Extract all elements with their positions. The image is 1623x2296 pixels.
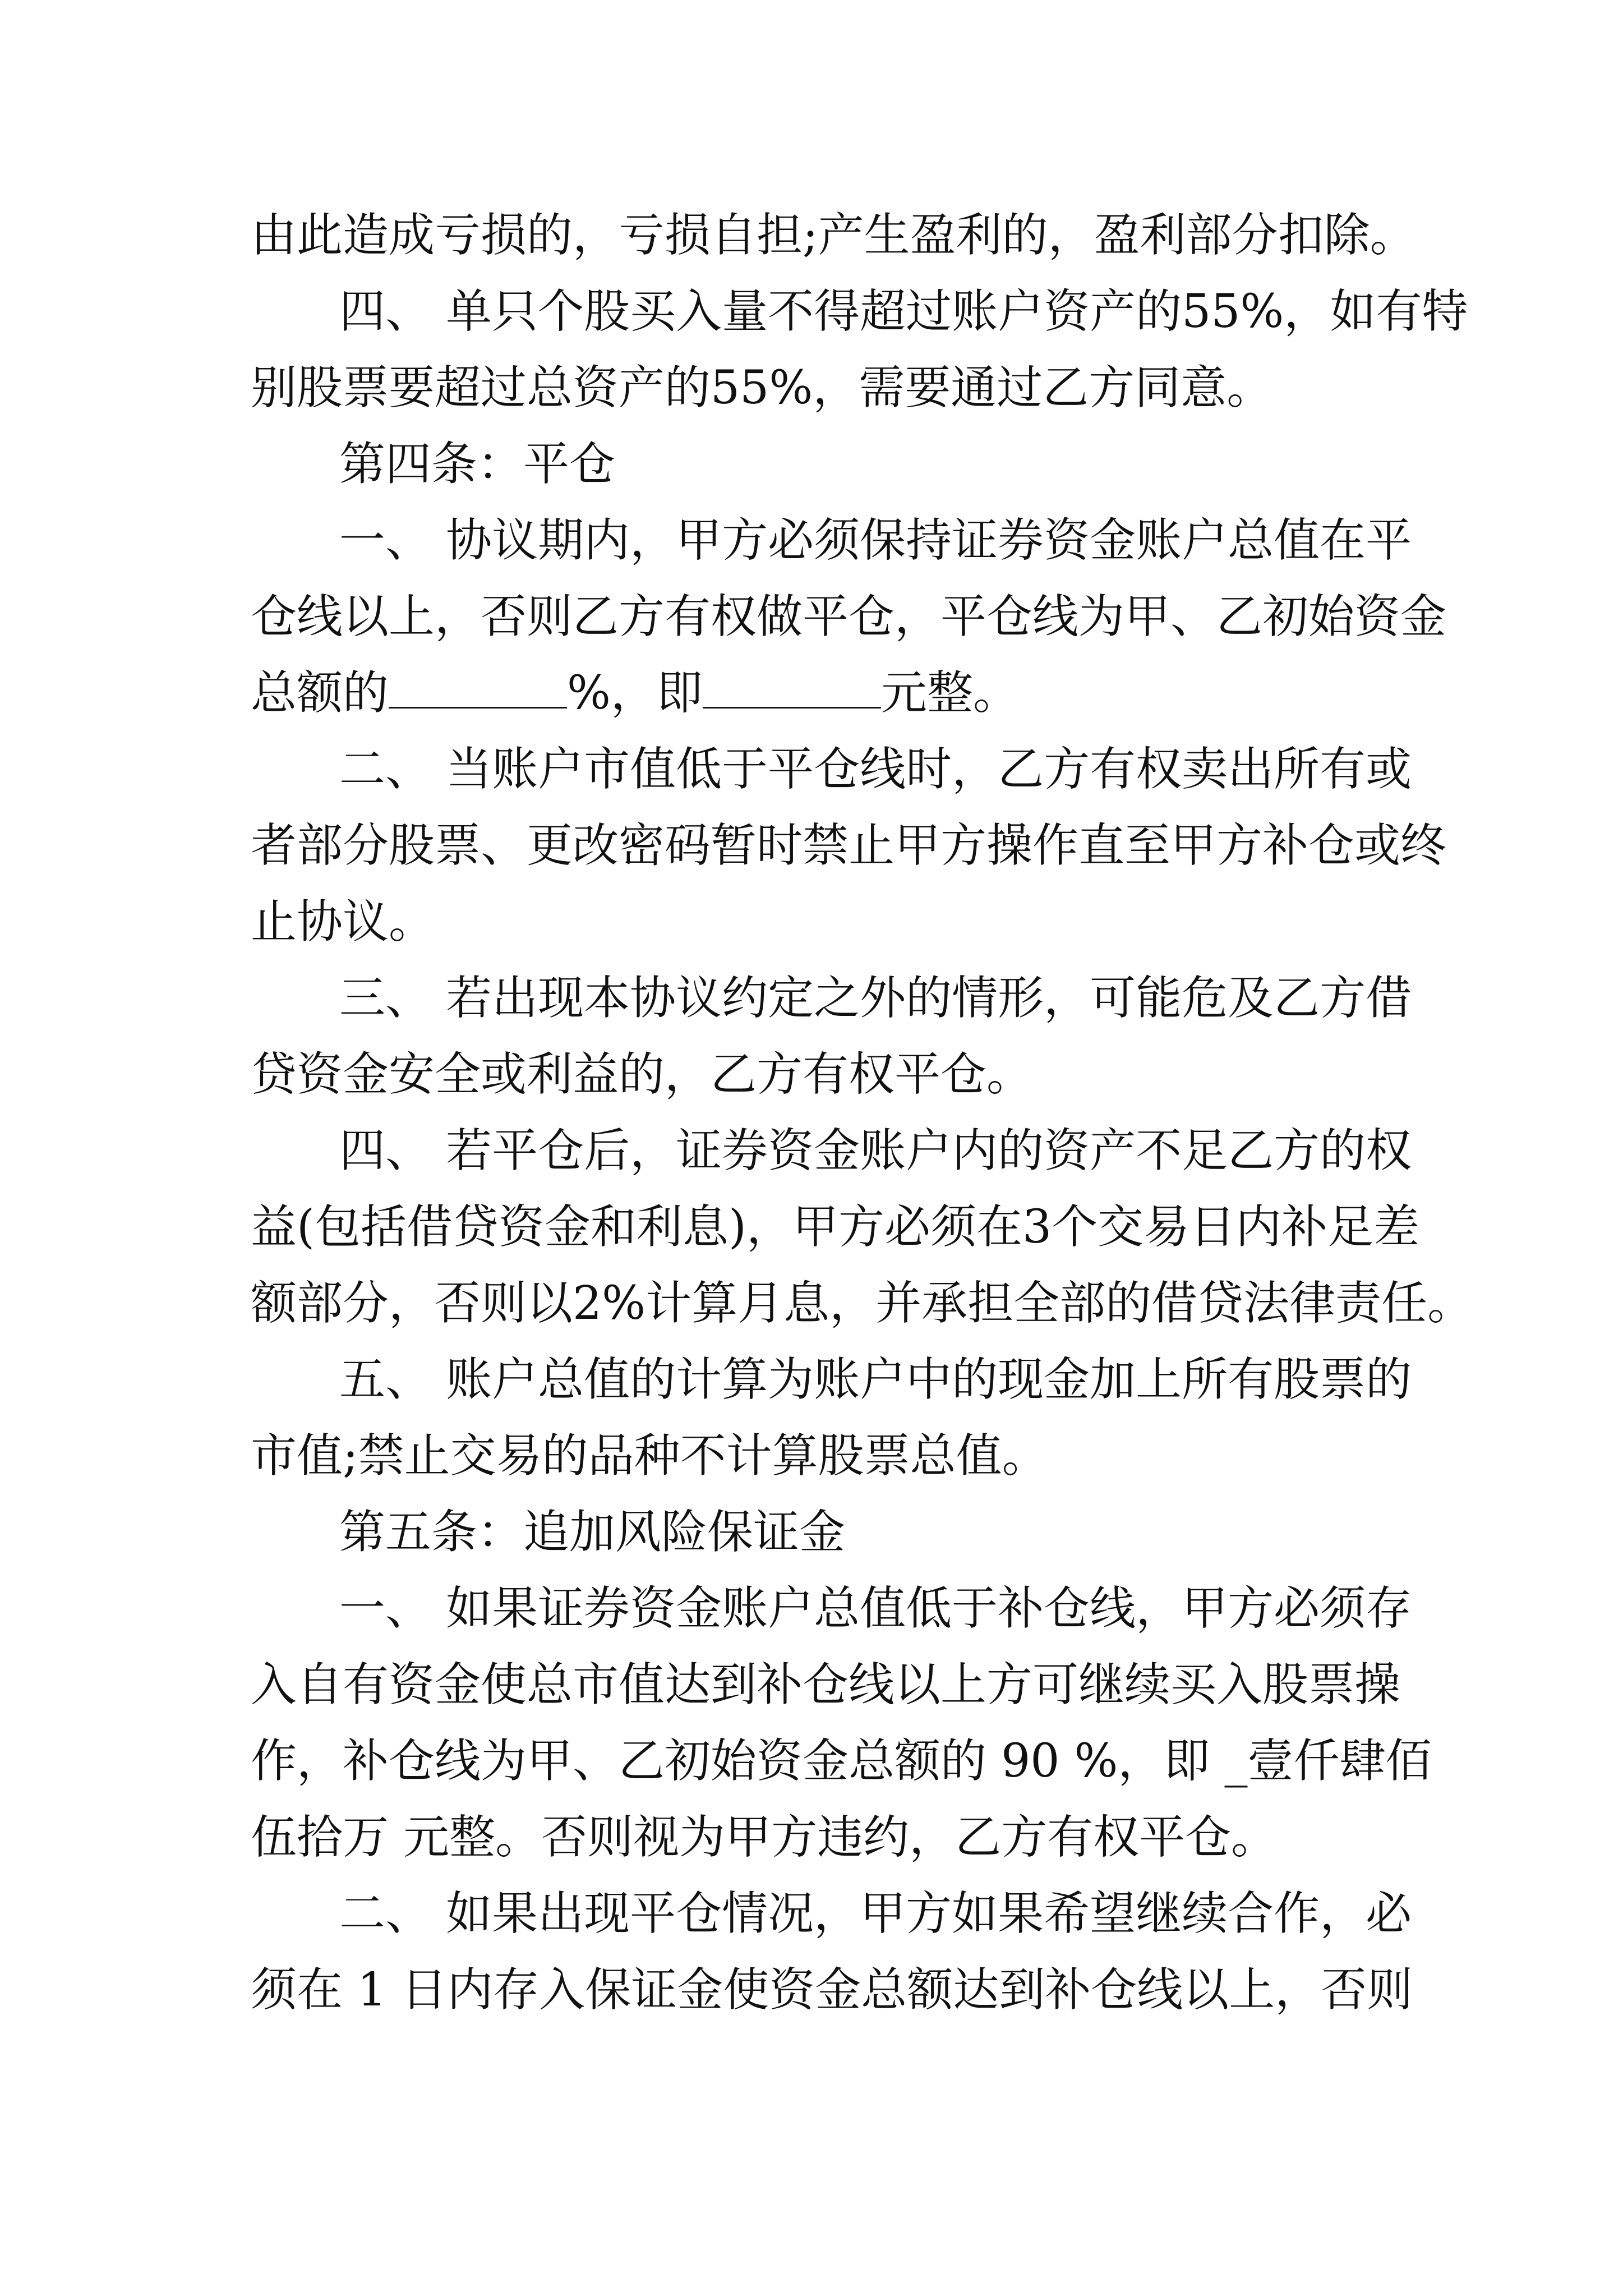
paragraph-line: 伍拾万 元整。否则视为甲方违约，乙方有权平仓。 — [251, 1811, 1278, 1864]
paragraph-line: 作，补仓线为甲、乙初始资金总额的 90 %，即 _壹仟肆佰 — [251, 1734, 1432, 1788]
clause-heading-line: 一、 如果证券资金账户总值低于补仓线，甲方必须存 — [339, 1582, 1412, 1635]
paragraph-line: 由此造成亏损的，亏损自担;产生盈利的，盈利部分扣除。 — [251, 209, 1416, 262]
paragraph-line: 者部分股票、更改密码暂时禁止甲方操作直至甲方补仓或终 — [251, 819, 1447, 872]
clause-heading-line: 五、 账户总值的计算为账户中的现金加上所有股票的 — [339, 1353, 1412, 1406]
paragraph-line-with-blanks — [251, 655, 1389, 731]
clause-heading-line: 四、 若平仓后，证券资金账户内的资产不足乙方的权 — [339, 1124, 1412, 1177]
article-title: 第四条：平仓 — [339, 438, 616, 491]
clause-heading-line: 三、 若出现本协议约定之外的情形，可能危及乙方借 — [339, 972, 1412, 1025]
clause-heading-line: 二、 当账户市值低于平仓线时，乙方有权卖出所有或 — [339, 743, 1412, 796]
paragraph-line: 益(包括借贷资金和利息)，甲方必须在3个交易日内补足差 — [251, 1200, 1420, 1254]
fill-in-blank-percent[interactable] — [389, 668, 567, 708]
paragraph-line: 别股票要超过总资产的55%，需要通过乙方同意。 — [251, 361, 1273, 415]
text-fragment: 总额的 — [251, 666, 389, 720]
paragraph-line: 须在 1 日内存入保证金使资金总额达到补仓线以上，否则 — [251, 1963, 1413, 2017]
fill-in-blank-amount[interactable] — [703, 668, 881, 708]
clause-heading-line: 二、 如果出现平仓情况，甲方如果希望继续合作，必 — [339, 1887, 1412, 1940]
article-title: 第五条：追加风险保证金 — [339, 1506, 846, 1559]
paragraph-line: 止协议。 — [251, 895, 435, 949]
text-fragment: 元整。 — [880, 666, 1019, 720]
paragraph-line: 入自有资金使总市值达到补仓线以上方可继续买入股票操 — [251, 1658, 1401, 1711]
paragraph-line: 市值;禁止交易的品种不计算股票总值。 — [251, 1429, 1048, 1483]
paragraph-line: 仓线以上，否则乙方有权做平仓，平仓线为甲、乙初始资金 — [251, 590, 1447, 643]
clause-heading-line: 四、 单只个股买入量不得超过账户资产的55%，如有特 — [339, 285, 1468, 338]
document-body — [251, 197, 1474, 2028]
clause-heading-line: 一、 协议期内，甲方必须保持证券资金账户总值在平 — [339, 514, 1412, 567]
paragraph-line: 贷资金安全或利益的，乙方有权平仓。 — [251, 1048, 1033, 1101]
paragraph-line: 额部分，否则以2%计算月息，并承担全部的借贷法律责任。 — [251, 1277, 1474, 1330]
text-fragment: %，即 — [567, 666, 703, 720]
